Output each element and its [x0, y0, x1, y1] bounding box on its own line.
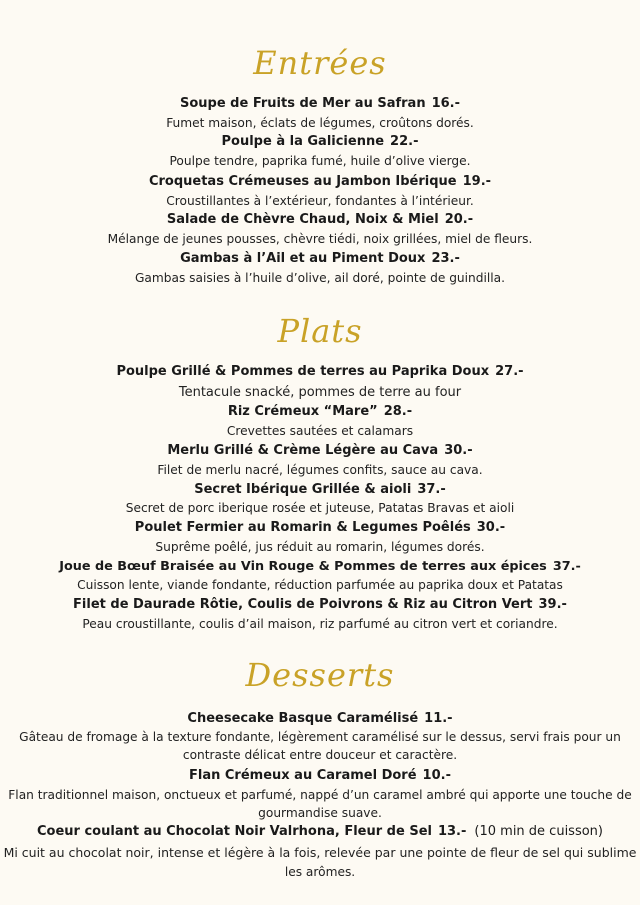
menu-item-price: 19.-: [462, 174, 492, 189]
menu-item-name: Joue de Bœuf Braisée au Vin Rouge & Pommes de terres aux épices 37.-: [59, 559, 581, 574]
menu-item-price: 30.-: [476, 520, 506, 535]
menu-item-desc: Secret de porc iberique rosée et juteuse, Patatas Bravas et aioli: [125, 501, 515, 515]
menu-item-name: Soupe de Fruits de Mer au Safran 16.-: [179, 96, 461, 111]
menu-item-note: (10 min de cuisson): [474, 824, 603, 839]
menu-item-name: Filet de Daurade Rôtie, Coulis de Poivrons & Riz au Citron Vert 39.-: [73, 597, 567, 612]
section-title-entrees: Entrées: [253, 44, 387, 82]
menu-item-name: Gambas à l’Ail et au Piment Doux 23.-: [180, 251, 460, 266]
menu-item-name: Croquetas Crémeuses au Jambon Ibérique 19.-: [148, 174, 492, 189]
menu-item-desc: Filet de merlu nacré, légumes confits, sauce au cava.: [157, 463, 483, 477]
menu-item-desc: gourmandise suave.: [258, 806, 382, 820]
menu-item-price: 20.-: [444, 212, 474, 227]
section-title-plats: Plats: [277, 312, 363, 350]
menu-item-price: 23.-: [431, 251, 460, 266]
menu-item-desc: Mi cuit au chocolat noir, intense et légère à la fois, relevée par une pointe de fleur de sel qui sublime: [3, 845, 637, 860]
menu-item-desc: Poulpe tendre, paprika fumé, huile d’olive vierge.: [169, 154, 471, 168]
menu-item-price: 22.-: [390, 134, 419, 149]
menu-item-desc: Peau croustillante, coulis d’ail maison, riz parfumé au citron vert et coriandre.: [82, 617, 558, 631]
menu-item-price: 27.-: [495, 364, 524, 379]
menu-item-name: Poulet Fermier au Romarin & Legumes Poêlés 30.-: [134, 520, 506, 535]
menu-item-desc: Crevettes sautées et calamars: [226, 424, 414, 438]
menu-item-desc: contraste délicat entre douceur et caractère.: [182, 748, 458, 762]
menu-item-name: Riz Crémeux “Mare” 28.-: [227, 404, 413, 419]
menu-item-price: 11.-: [424, 711, 453, 726]
menu-item-desc: Flan traditionnel maison, onctueux et parfumé, nappé d’un caramel ambré qui apporte une touche de: [8, 788, 632, 802]
menu-item-name: Secret Ibérique Grillée & aioli 37.-: [194, 482, 446, 497]
menu-item-desc: Suprême poêlé, jus réduit au romarin, légumes dorés.: [155, 540, 485, 554]
menu-item-price: 13.-: [437, 824, 467, 839]
menu-item-desc: Fumet maison, éclats de légumes, croûtons dorés.: [166, 116, 474, 130]
section-title-desserts: Desserts: [245, 656, 395, 694]
menu-item-name: Salade de Chèvre Chaud, Noix & Miel 20.-: [166, 212, 474, 227]
menu-item-name: Merlu Grillé & Crème Légère au Cava 30.-: [167, 443, 473, 458]
menu-item-name: Cheesecake Basque Caramélisé 11.-: [187, 711, 453, 726]
menu-item-name: Poulpe Grillé & Pommes de terres au Paprika Doux 27.-: [116, 364, 524, 379]
menu-item-desc: Mélange de jeunes pousses, chèvre tiédi, noix grillées, miel de fleurs.: [107, 232, 533, 246]
menu-item-price: 30.-: [444, 443, 473, 458]
menu-item-name: Poulpe à la Galicienne 22.-: [221, 134, 419, 149]
menu-item-price: 37.-: [417, 482, 446, 497]
menu-item-desc: Gâteau de fromage à la texture fondante, légèrement caramélisé sur le dessus, servi frais pour un: [19, 730, 621, 744]
menu-item-desc: Croustillantes à l’extérieur, fondantes à l’intérieur.: [166, 194, 474, 208]
menu-item-desc: Gambas saisies à l’huile d’olive, ail doré, pointe de guindilla.: [134, 271, 506, 285]
menu-item-desc: Tentacule snacké, pommes de terre au four: [178, 385, 462, 400]
menu-item-price: 37.-: [552, 559, 581, 574]
menu-item-price: 28.-: [383, 404, 413, 419]
menu-item-name: Coeur coulant au Chocolat Noir Valrhona, Fleur de Sel 13.- (10 min de cuisson): [36, 824, 603, 839]
menu-item-price: 39.-: [538, 597, 567, 612]
menu-item-price: 16.-: [431, 96, 461, 111]
menu-item-price: 10.-: [422, 768, 451, 783]
menu-item-desc: les arômes.: [284, 865, 356, 879]
menu-item-desc: Cuisson lente, viande fondante, réduction parfumée au paprika doux et Patatas: [77, 578, 563, 592]
menu-item-name: Flan Crémeux au Caramel Doré 10.-: [189, 768, 451, 783]
